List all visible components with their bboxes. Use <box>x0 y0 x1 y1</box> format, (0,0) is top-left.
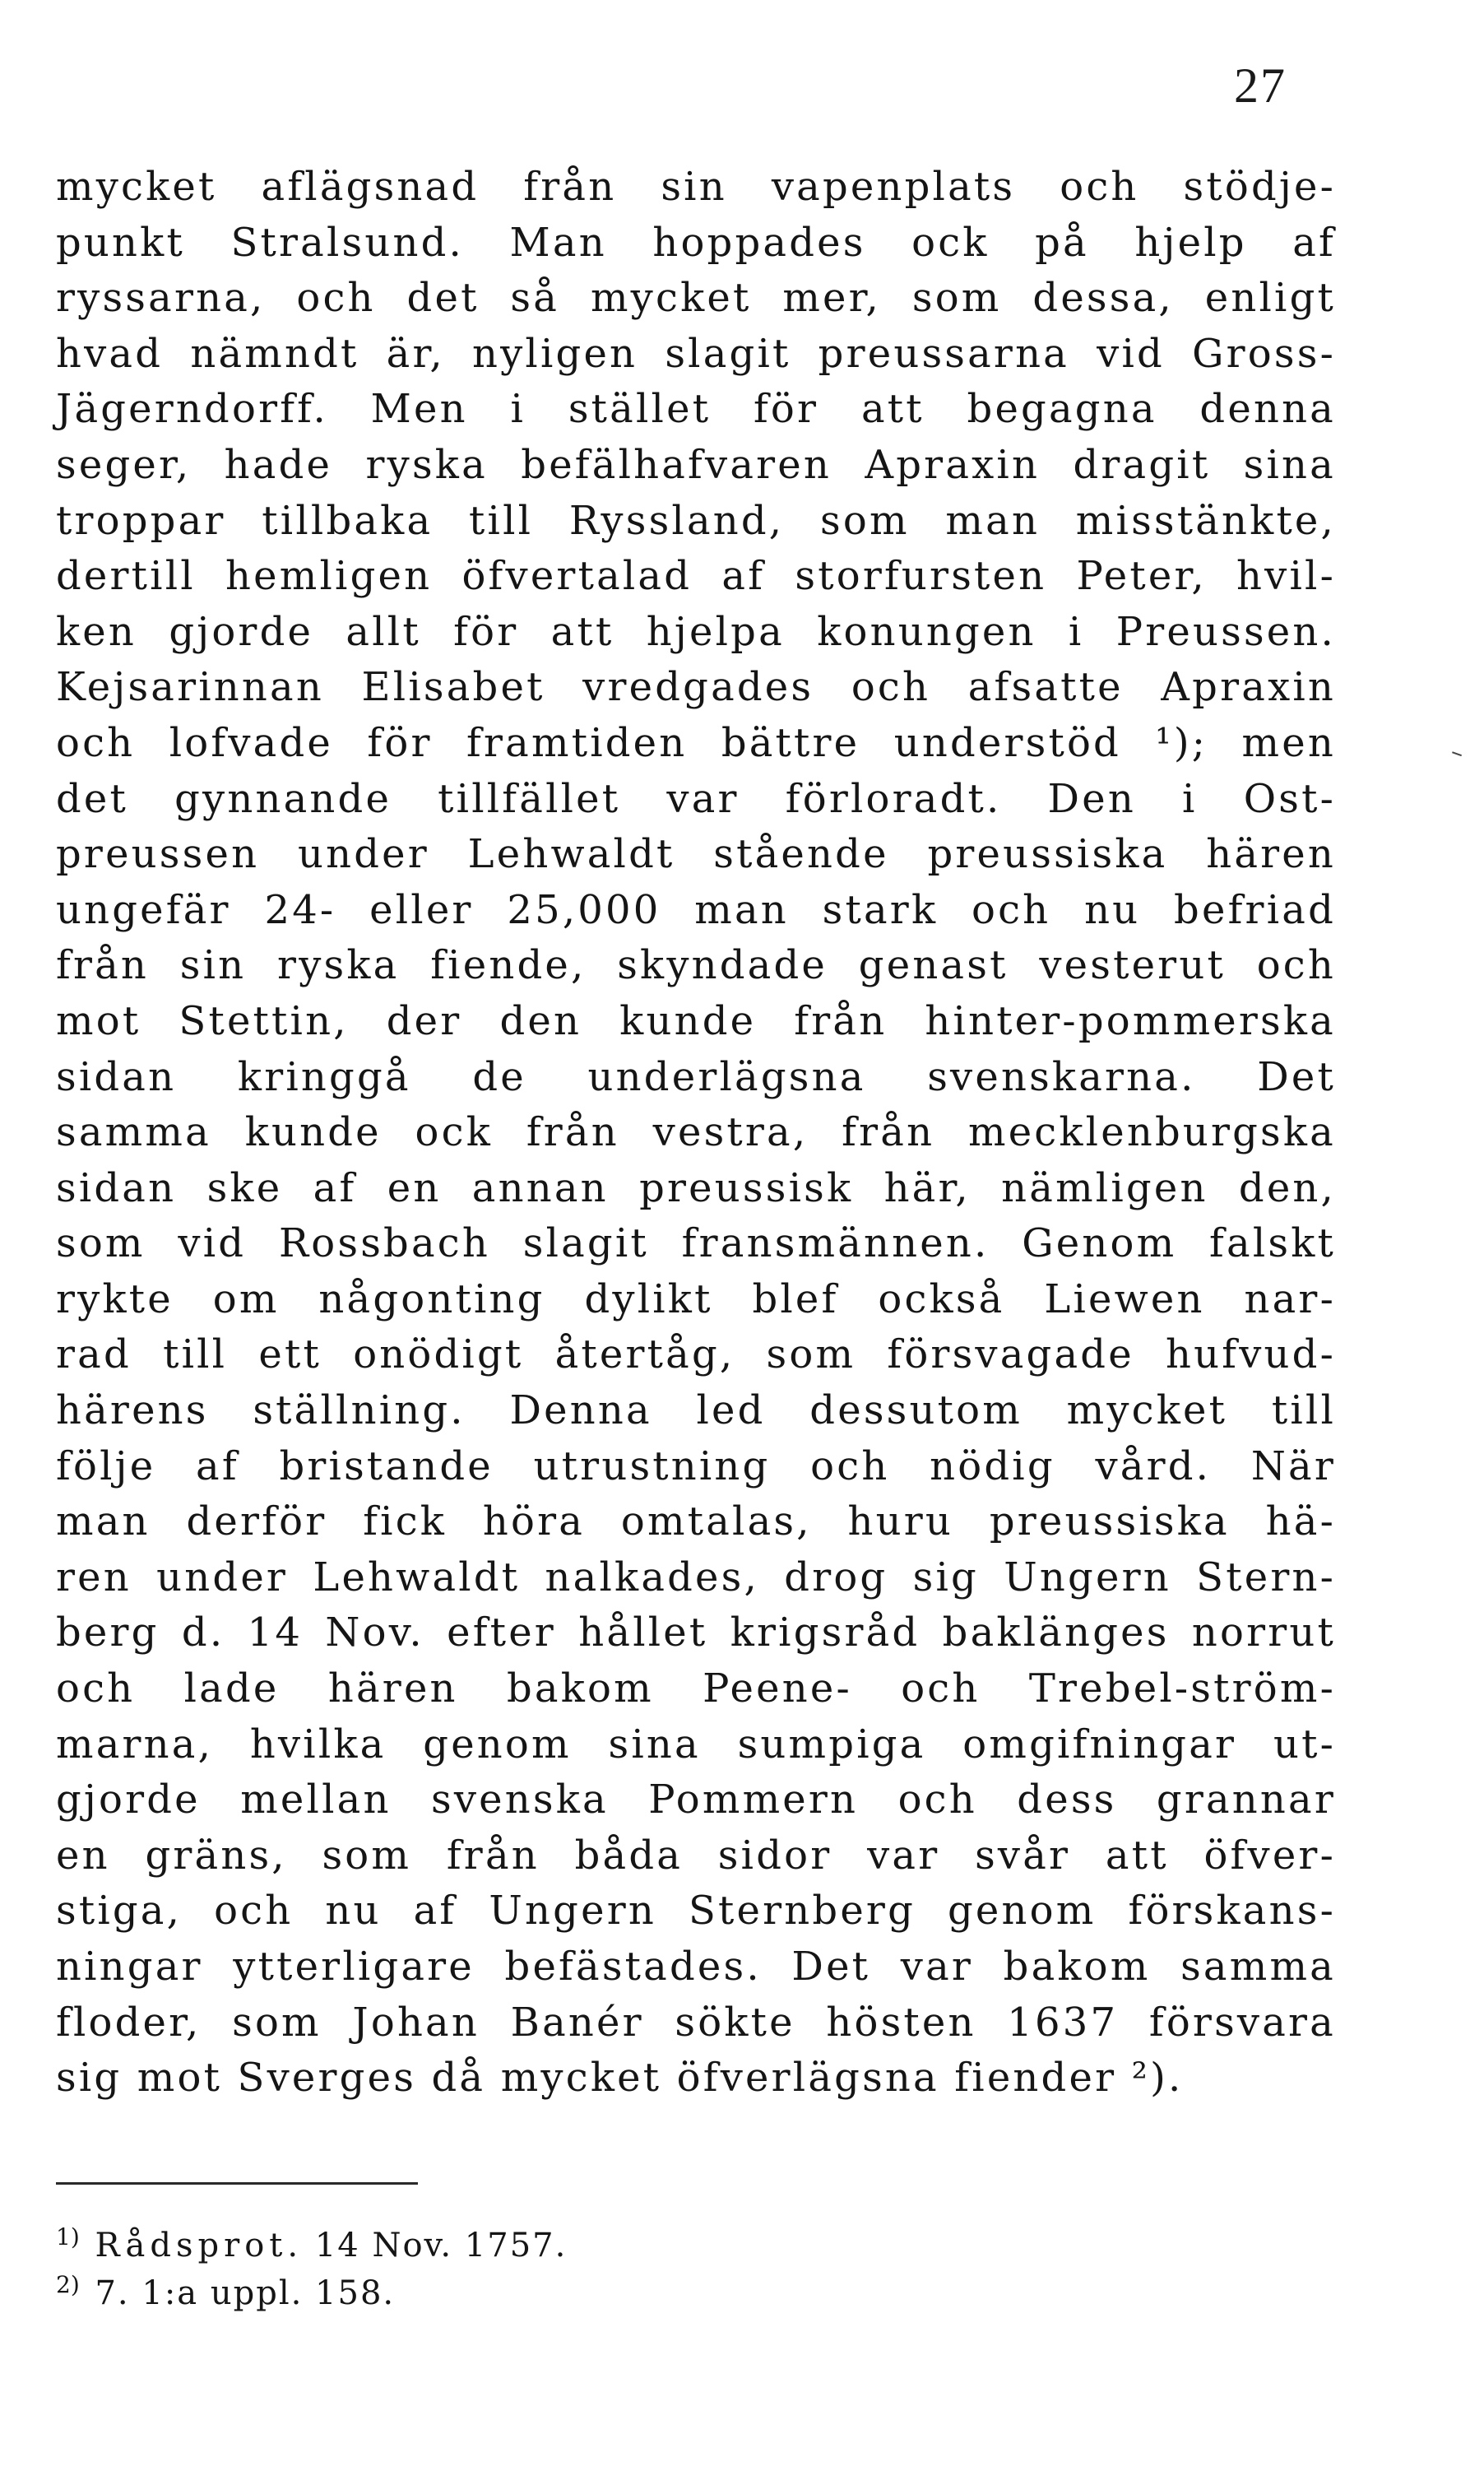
footnote-source: 7. <box>95 2274 130 2312</box>
text-line: härens ställning. Denna led dessutom mycket till <box>56 1387 1336 1434</box>
text-line: från sin ryska fiende, skyndade genast vesterut och <box>56 942 1336 989</box>
text-line: Jägerndorff. Men i stället för att begagna denna <box>56 386 1336 433</box>
text-line: följe af bristande utrustning och nödig vård. När <box>56 1442 1336 1489</box>
text-line: stiga, och nu af Ungern Sternberg genom förskans- <box>56 1888 1336 1935</box>
text-line: mot Stettin, der den kunde från hinter-pommerska <box>56 997 1336 1044</box>
text-line: floder, som Johan Banér sökte hösten 1637 försvara <box>56 1999 1336 2046</box>
text-line: seger, hade ryska befälhafvaren Apraxin dragit sina <box>56 441 1336 488</box>
text-line: ken gjorde allt för att hjelpa konungen i Preussen. <box>56 608 1336 655</box>
text-line: dertill hemligen öfvertalad af storfursten Peter, hvil- <box>56 553 1336 600</box>
text-line: hvad nämndt är, nyligen slagit preussarna vid Gross- <box>56 330 1336 377</box>
footnotes <box>56 2213 1043 2312</box>
text-line: och lofvade för framtiden bättre understöd ¹); men <box>56 719 1336 766</box>
text-line: man derför fick höra omtalas, huru preussiska hä- <box>56 1498 1336 1545</box>
text-line: Kejsarinnan Elisabet vredgades och afsatte Apraxin <box>56 664 1336 711</box>
text-line: berg d. 14 Nov. efter hållet krigsråd baklänges norrut <box>56 1609 1336 1656</box>
body-text <box>56 160 1336 2106</box>
text-line: ren under Lehwaldt nalkades, drog sig Ungern Stern- <box>56 1554 1336 1600</box>
text-line: sidan ske af en annan preussisk här, nämligen den, <box>56 1164 1336 1211</box>
text-line: marna, hvilka genom sina sumpiga omgifningar ut- <box>56 1721 1336 1767</box>
text-line: och lade hären bakom Peene- och Trebel-ström- <box>56 1665 1336 1712</box>
text-line-last: sig mot Sverges då mycket öfverlägsna fiender ²). <box>56 2055 1184 2102</box>
footnote <box>56 2213 1043 2264</box>
page-number: 27 <box>1234 58 1287 113</box>
text-line: rad till ett onödigt återtåg, som försvagade hufvud- <box>56 1331 1336 1378</box>
footnote-mark: 2) <box>56 2271 80 2298</box>
scan-artifact-mark <box>1450 751 1462 761</box>
footnote <box>56 2261 1043 2312</box>
text-line: rykte om någonting dylikt blef också Liewen nar- <box>56 1275 1336 1322</box>
text-line: gjorde mellan svenska Pommern och dess grannar <box>56 1777 1336 1823</box>
footnote-text: 1:a uppl. 158. <box>141 2274 396 2312</box>
footnote-separator <box>56 2182 418 2185</box>
text-line: ningar ytterligare befästades. Det var bakom samma <box>56 1944 1336 1990</box>
text-line: sidan kringgå de underlägsna svenskarna. Det <box>56 1053 1336 1100</box>
text-line: samma kunde ock från vestra, från mecklenburgska <box>56 1109 1336 1156</box>
text-line: det gynnande tillfället var förloradt. Den i Ost- <box>56 775 1336 822</box>
footnote-mark: 1) <box>56 2223 80 2250</box>
text-line: troppar tillbaka till Ryssland, som man misstänkte, <box>56 497 1336 544</box>
text-line: ryssarna, och det så mycket mer, som dessa, enligt <box>56 275 1336 322</box>
text-line: punkt Stralsund. Man hoppades ock på hjelp af <box>56 219 1336 266</box>
text-line: preussen under Lehwaldt stående preussiska hären <box>56 831 1336 878</box>
text-line: ungefär 24- eller 25,000 man stark och nu befriad <box>56 886 1336 933</box>
footnote-source: Rådsprot. <box>95 2227 304 2264</box>
footnote-text: 14 Nov. 1757. <box>314 2227 568 2264</box>
text-line: mycket aflägsnad från sin vapenplats och stödje- <box>56 164 1336 210</box>
text-line: som vid Rossbach slagit fransmännen. Genom falskt <box>56 1220 1336 1267</box>
text-line: en gräns, som från båda sidor var svår att öfver- <box>56 1832 1336 1879</box>
